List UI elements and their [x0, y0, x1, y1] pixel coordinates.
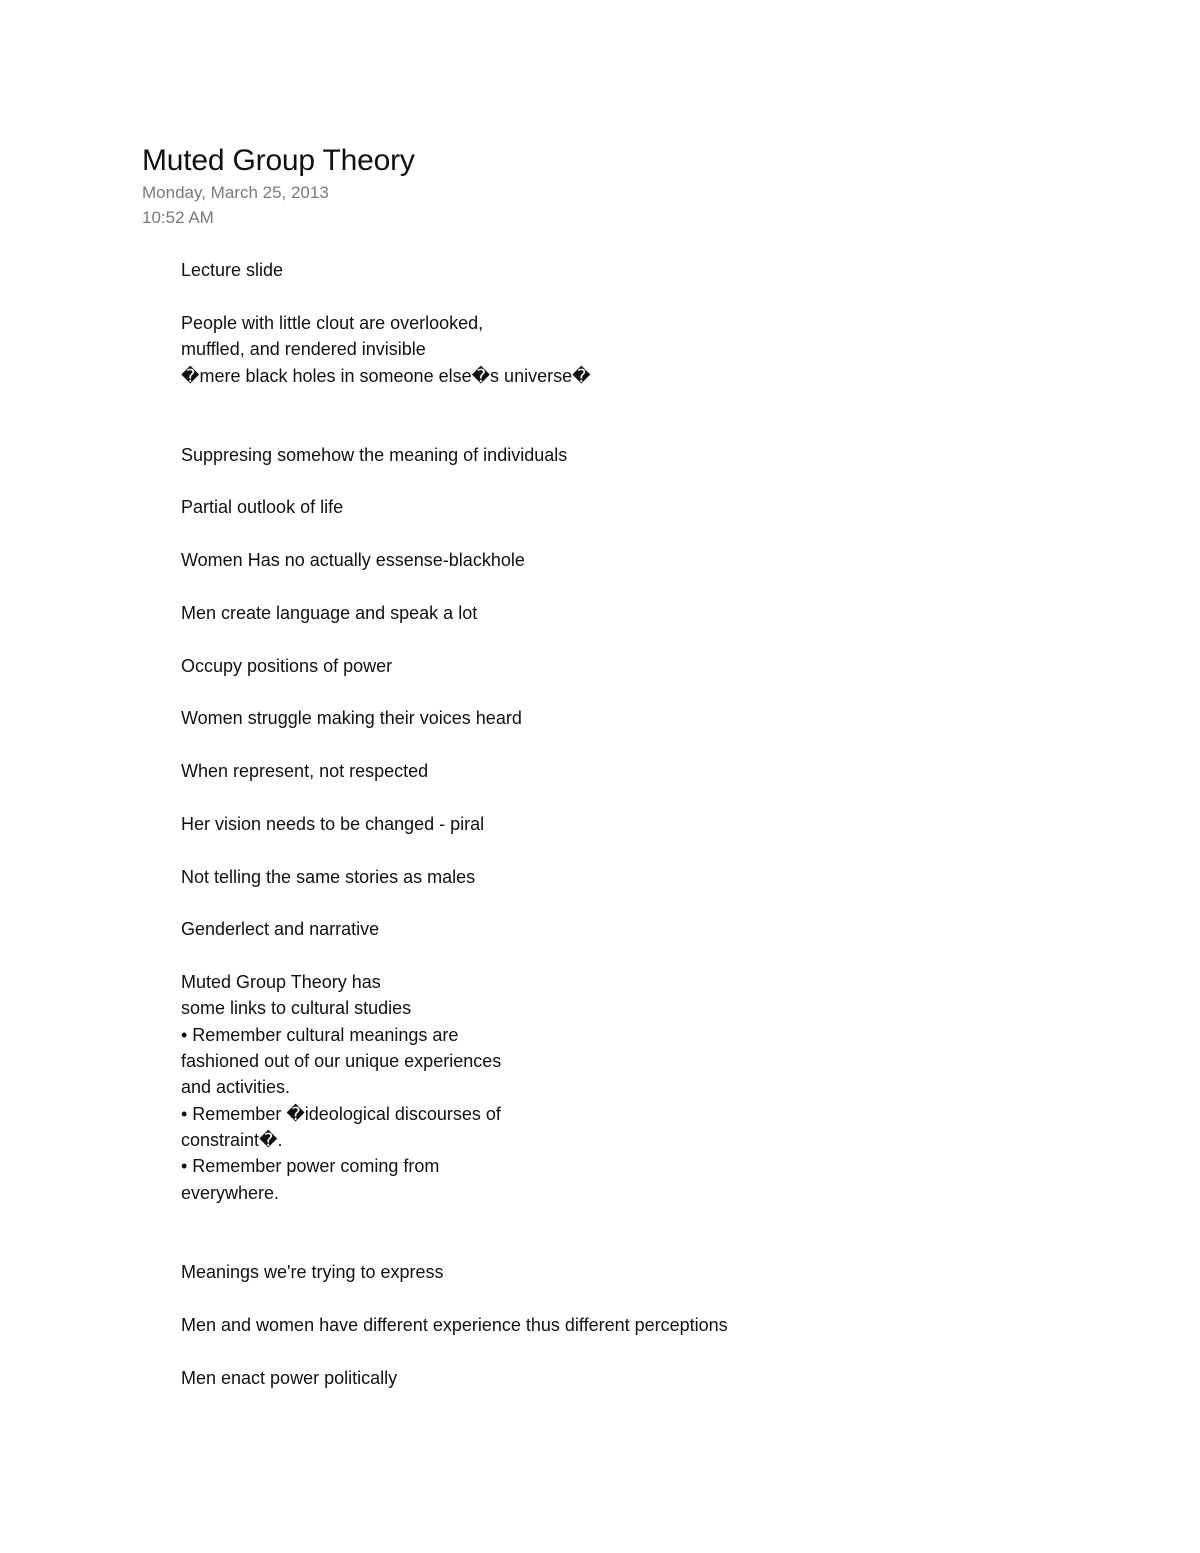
- note-line: • Remember �ideological discourses of: [181, 1104, 501, 1124]
- note-time: 10:52 AM: [142, 208, 214, 227]
- page-title: Muted Group Theory: [142, 144, 415, 177]
- note-line: Her vision needs to be changed - piral: [181, 814, 485, 834]
- note-line: Occupy positions of power: [181, 656, 393, 676]
- note-line: Lecture slide: [181, 260, 284, 280]
- note-date: Monday, March 25, 2013: [142, 183, 329, 202]
- note-line: Men and women have different experience thus different perceptions: [181, 1315, 728, 1335]
- note-line: Men create language and speak a lot: [181, 603, 478, 623]
- note-line: When represent, not respected: [181, 761, 429, 781]
- note-line: • Remember power coming from: [181, 1156, 440, 1176]
- note-line: Suppresing somehow the meaning of individuals: [181, 445, 568, 465]
- note-line: Meanings we're trying to express: [181, 1262, 444, 1282]
- note-line: some links to cultural studies: [181, 998, 412, 1018]
- note-line: muffled, and rendered invisible: [181, 339, 426, 359]
- note-line: and activities.: [181, 1077, 291, 1097]
- note-line: Not telling the same stories as males: [181, 867, 476, 887]
- note-line: �mere black holes in someone else�s universe�: [181, 366, 591, 386]
- note-line: • Remember cultural meanings are: [181, 1025, 459, 1045]
- note-line: Genderlect and narrative: [181, 919, 380, 939]
- note-line: everywhere.: [181, 1183, 280, 1203]
- note-line: fashioned out of our unique experiences: [181, 1051, 502, 1071]
- note-line: constraint�.: [181, 1130, 283, 1150]
- note-line: People with little clout are overlooked,: [181, 313, 484, 333]
- note-line: Men enact power politically: [181, 1368, 398, 1388]
- note-line: Women struggle making their voices heard: [181, 708, 522, 728]
- note-line: Muted Group Theory has: [181, 972, 381, 992]
- note-line: Women Has no actually essense-blackhole: [181, 550, 525, 570]
- note-line: Partial outlook of life: [181, 497, 344, 517]
